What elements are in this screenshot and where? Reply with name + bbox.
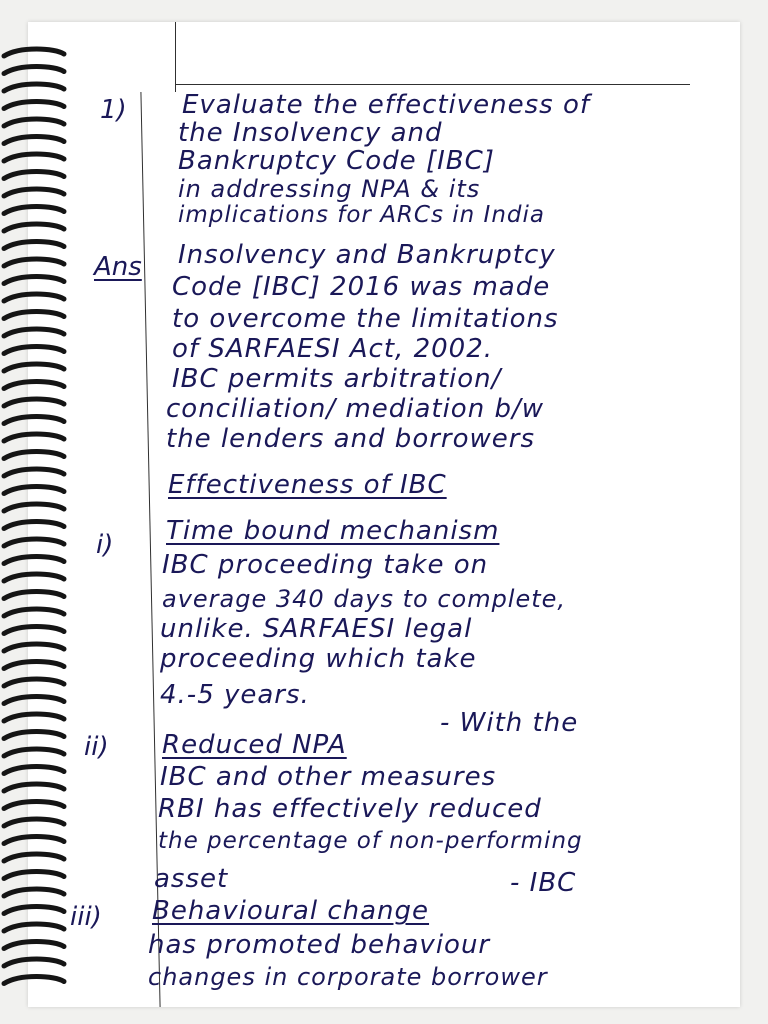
spiral-coil	[4, 277, 64, 284]
point-line: RBI has effectively reduced	[158, 794, 542, 824]
point-line: changes in corporate borrower	[148, 963, 548, 991]
spiral-coil	[4, 627, 64, 634]
spiral-coil	[4, 312, 64, 319]
question-line: Bankruptcy Code [IBC]	[178, 146, 495, 176]
answer-line: of SARFAESI Act, 2002.	[172, 334, 493, 364]
spiral-coil	[4, 399, 64, 406]
spiral-coil	[4, 347, 64, 354]
point-line: IBC and other measures	[160, 762, 497, 792]
margin-line	[175, 22, 176, 92]
spiral-coil	[4, 679, 64, 686]
point-marker: ii)	[84, 732, 109, 762]
point-line: unlike. SARFAESI legal	[160, 614, 473, 644]
point-title-rest: - IBC	[510, 868, 577, 898]
spiral-coil	[4, 924, 64, 931]
question-line: Evaluate the effectiveness of	[182, 90, 591, 120]
spiral-coil	[4, 224, 64, 231]
spiral-coil	[4, 102, 64, 109]
point-marker: i)	[96, 530, 114, 560]
question-number: 1)	[100, 95, 127, 125]
spiral-coil	[4, 942, 64, 949]
point-line: has promoted behaviour	[148, 930, 491, 960]
spiral-coil	[4, 662, 64, 669]
spiral-coil	[4, 644, 64, 651]
spiral-coil	[4, 837, 64, 844]
spiral-coil	[4, 539, 64, 546]
spiral-coil	[4, 802, 64, 809]
spiral-coil	[4, 242, 64, 249]
spiral-coil	[4, 522, 64, 529]
spiral-coil	[4, 819, 64, 826]
spiral-coil	[4, 872, 64, 879]
spiral-coil	[4, 452, 64, 459]
spiral-coil	[4, 557, 64, 564]
point-title: Time bound mechanism	[166, 516, 500, 546]
spiral-coil	[4, 504, 64, 511]
point-title: Reduced NPA	[162, 730, 347, 760]
spiral-coil	[4, 574, 64, 581]
point-line: proceeding which take	[160, 644, 477, 674]
answer-label: Ans	[94, 252, 142, 282]
point-line: average 340 days to complete,	[162, 585, 567, 613]
spiral-binding	[0, 40, 70, 1000]
spiral-coil	[4, 67, 64, 74]
spiral-coil	[4, 889, 64, 896]
spiral-coil	[4, 907, 64, 914]
point-line: 4.-5 years.	[160, 680, 310, 710]
header-rule	[175, 84, 690, 85]
question-line: in addressing NPA & its	[178, 175, 481, 203]
spiral-coil	[4, 417, 64, 424]
spiral-coil	[4, 592, 64, 599]
spiral-coil	[4, 382, 64, 389]
spiral-coil	[4, 259, 64, 266]
answer-line: to overcome the limitations	[172, 304, 559, 334]
answer-line: IBC permits arbitration/	[172, 364, 502, 394]
section-heading: Effectiveness of IBC	[168, 470, 447, 500]
spiral-coil	[4, 329, 64, 336]
spiral-coil	[4, 767, 64, 774]
spiral-coil	[4, 959, 64, 966]
spiral-coil	[4, 487, 64, 494]
spiral-coil	[4, 137, 64, 144]
spiral-coil	[4, 294, 64, 301]
spiral-coil	[4, 977, 64, 984]
point-line: IBC proceeding take on	[162, 550, 489, 580]
spiral-coil	[4, 609, 64, 616]
spiral-coil	[4, 364, 64, 371]
spiral-coil	[4, 469, 64, 476]
spiral-coil	[4, 784, 64, 791]
question-line: implications for ARCs in India	[178, 202, 545, 228]
point-marker: iii)	[70, 902, 102, 932]
spiral-coil	[4, 434, 64, 441]
spiral-coil	[4, 119, 64, 126]
answer-line: conciliation/ mediation b/w	[166, 394, 544, 424]
spiral-coil	[4, 49, 64, 56]
spiral-coil	[4, 172, 64, 179]
point-line: asset	[154, 864, 229, 894]
spiral-coil	[4, 854, 64, 861]
spiral-coil	[4, 84, 64, 91]
point-line: the percentage of non-performing	[158, 828, 583, 854]
spiral-coil	[4, 189, 64, 196]
spiral-coil	[4, 154, 64, 161]
answer-line: the lenders and borrowers	[166, 424, 536, 454]
spiral-coil	[4, 697, 64, 704]
answer-line: Insolvency and Bankruptcy	[178, 240, 556, 270]
point-title: Behavioural change	[152, 896, 430, 926]
point-title-rest: - With the	[440, 708, 579, 738]
question-line: the Insolvency and	[178, 118, 443, 148]
spiral-coil	[4, 207, 64, 214]
spiral-coil	[4, 749, 64, 756]
spiral-coil	[4, 714, 64, 721]
spiral-coil	[4, 732, 64, 739]
answer-line: Code [IBC] 2016 was made	[172, 272, 551, 302]
